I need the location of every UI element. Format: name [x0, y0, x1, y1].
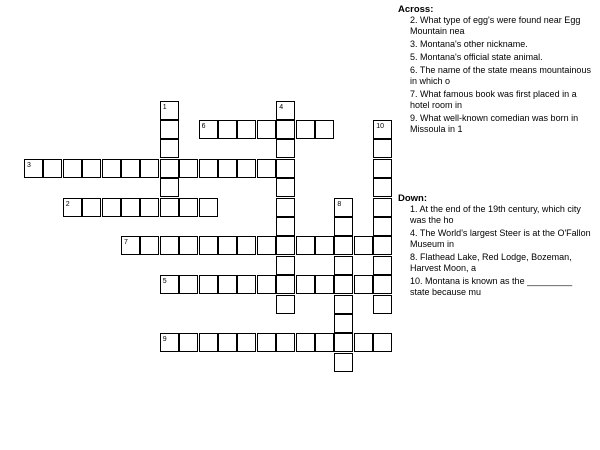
clue-number: 8 [337, 200, 342, 208]
grid-cell[interactable] [296, 236, 315, 255]
grid-cell[interactable] [334, 353, 353, 372]
grid-cell[interactable] [199, 120, 218, 139]
grid-cell[interactable] [334, 256, 353, 275]
grid-cell[interactable] [160, 139, 179, 158]
grid-cell[interactable] [257, 120, 276, 139]
grid-cell[interactable] [276, 256, 295, 275]
grid-cell[interactable] [179, 236, 198, 255]
grid-cell[interactable] [276, 101, 295, 120]
grid-cell[interactable] [199, 333, 218, 352]
grid-cell[interactable] [199, 236, 218, 255]
grid-cell[interactable] [179, 198, 198, 217]
grid-cell[interactable] [334, 295, 353, 314]
grid-cell[interactable] [43, 159, 62, 178]
clue-number: 4 [279, 103, 284, 111]
clue-number: 1 [162, 103, 167, 111]
grid-cell[interactable] [121, 159, 140, 178]
grid-cell[interactable] [218, 275, 237, 294]
grid-cell[interactable] [237, 120, 256, 139]
grid-cell[interactable] [82, 159, 101, 178]
grid-cell[interactable] [218, 333, 237, 352]
grid-cell[interactable] [237, 159, 256, 178]
grid-cell[interactable] [354, 333, 373, 352]
grid-cell[interactable] [82, 198, 101, 217]
grid-cell[interactable] [199, 159, 218, 178]
grid-cell[interactable] [334, 333, 353, 352]
across-heading: Across: [398, 4, 434, 15]
down-clues [398, 193, 594, 300]
grid-cell[interactable] [373, 256, 392, 275]
grid-cell[interactable] [373, 275, 392, 294]
grid-cell[interactable] [102, 198, 121, 217]
grid-cell[interactable] [140, 236, 159, 255]
grid-cell[interactable] [121, 236, 140, 255]
grid-cell[interactable] [218, 120, 237, 139]
down-heading: Down: [398, 193, 428, 204]
grid-cell[interactable] [373, 139, 392, 158]
grid-cell[interactable] [315, 236, 334, 255]
grid-cell[interactable] [218, 236, 237, 255]
grid-cell[interactable] [373, 198, 392, 217]
clue-number: 10 [376, 122, 384, 130]
clue-number: 3 [27, 161, 31, 169]
grid-cell[interactable] [276, 178, 295, 197]
grid-cell[interactable] [373, 217, 392, 236]
grid-cell[interactable] [160, 275, 179, 294]
down-clue-8: 8. Flathead Lake, Red Lodge, Bozeman, Harvest Moon, a [410, 252, 572, 273]
grid-cell[interactable] [354, 236, 373, 255]
clue-number: 5 [162, 278, 167, 286]
grid-cell[interactable] [296, 275, 315, 294]
grid-cell[interactable] [276, 236, 295, 255]
grid-cell[interactable] [373, 120, 392, 139]
grid-cell[interactable] [160, 333, 179, 352]
grid-cell[interactable] [276, 159, 295, 178]
across-clue-7: 7. What famous book was first placed in a hotel room in [410, 89, 577, 110]
grid-cell[interactable] [102, 159, 121, 178]
grid-cell[interactable] [160, 120, 179, 139]
grid-cell[interactable] [218, 159, 237, 178]
grid-cell[interactable] [276, 295, 295, 314]
grid-cell[interactable] [276, 198, 295, 217]
across-clues [398, 4, 594, 137]
across-clue-2: 2. What type of egg's were found near Egg Mountain nea [410, 15, 581, 36]
grid-cell[interactable] [160, 159, 179, 178]
grid-cell[interactable] [373, 178, 392, 197]
grid-cell[interactable] [160, 198, 179, 217]
across-clue-9: 9. What well-known comedian was born in Missoula in 1 [410, 113, 579, 134]
across-clue-3: 3. Montana's other nickname. [410, 39, 528, 49]
clue-number: 7 [124, 239, 128, 247]
across-clue-6: 6. The name of the state means mountainous in which o [410, 65, 591, 86]
grid-cell[interactable] [121, 198, 140, 217]
grid-cell[interactable] [140, 198, 159, 217]
grid-cell[interactable] [237, 333, 256, 352]
grid-cell[interactable] [179, 333, 198, 352]
grid-cell[interactable] [334, 314, 353, 333]
grid-cell[interactable] [160, 236, 179, 255]
grid-cell[interactable] [315, 120, 334, 139]
grid-cell[interactable] [63, 159, 82, 178]
grid-cell[interactable] [63, 198, 82, 217]
grid-cell[interactable] [334, 217, 353, 236]
grid-cell[interactable] [140, 159, 159, 178]
grid-cell[interactable] [257, 275, 276, 294]
down-clue-10: 10. Montana is known as the _________ state because mu [410, 276, 573, 297]
grid-cell[interactable] [296, 120, 315, 139]
grid-cell[interactable] [373, 295, 392, 314]
grid-cell[interactable] [315, 333, 334, 352]
grid-cell[interactable] [334, 275, 353, 294]
grid-cell[interactable] [276, 275, 295, 294]
grid-cell[interactable] [334, 198, 353, 217]
grid-cell[interactable] [334, 236, 353, 255]
grid-cell[interactable] [179, 159, 198, 178]
grid-cell[interactable] [199, 198, 218, 217]
grid-cell[interactable] [373, 159, 392, 178]
down-clue-1: 1. At the end of the 19th century, which city was the ho [410, 204, 581, 225]
grid-cell[interactable] [160, 101, 179, 120]
grid-cell[interactable] [296, 333, 315, 352]
grid-cell[interactable] [315, 275, 334, 294]
grid-cell[interactable] [276, 139, 295, 158]
grid-cell[interactable] [179, 275, 198, 294]
grid-cell[interactable] [276, 333, 295, 352]
grid-cell[interactable] [257, 333, 276, 352]
grid-cell[interactable] [373, 333, 392, 352]
clue-number: 2 [65, 200, 70, 208]
down-clue-4: 4. The World's largest Steer is at the O'Fallon Museum in [410, 228, 591, 249]
clue-number: 9 [162, 336, 167, 344]
across-clue-5: 5. Montana's official state animal. [410, 52, 543, 62]
grid-cell[interactable] [354, 275, 373, 294]
grid-cell[interactable] [276, 120, 295, 139]
clue-number: 6 [201, 122, 206, 130]
grid-cell[interactable] [237, 275, 256, 294]
grid-cell[interactable] [257, 159, 276, 178]
grid-cell[interactable] [24, 159, 43, 178]
grid-cell[interactable] [237, 236, 256, 255]
grid-cell[interactable] [160, 178, 179, 197]
grid-cell[interactable] [276, 217, 295, 236]
grid-cell[interactable] [373, 236, 392, 255]
grid-cell[interactable] [257, 236, 276, 255]
grid-cell[interactable] [199, 275, 218, 294]
